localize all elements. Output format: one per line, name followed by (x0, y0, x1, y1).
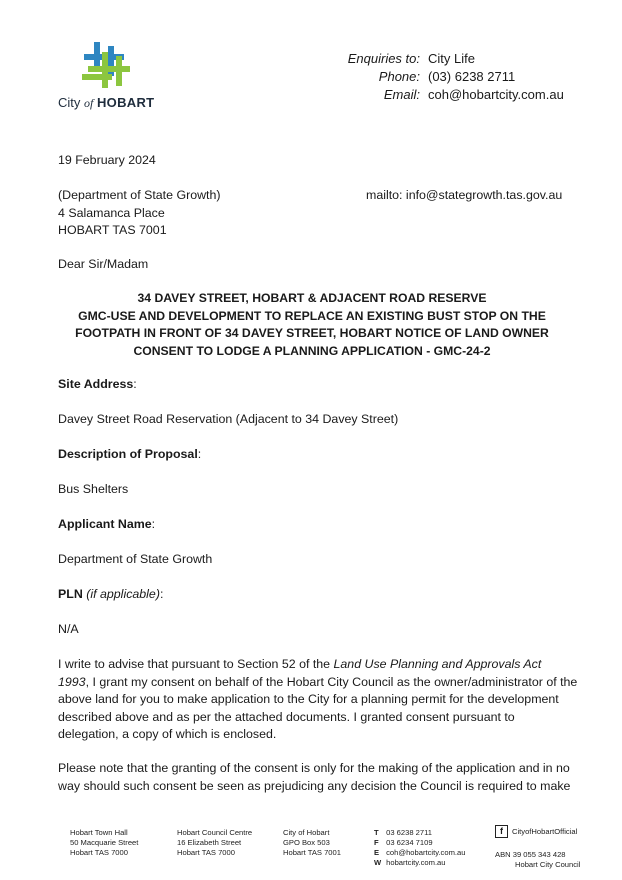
footer-contact-row (374, 848, 465, 858)
paragraph-line: delegation, a copy of which is enclosed. (58, 727, 277, 741)
abn-number: ABN 39 055 343 428 (495, 850, 566, 859)
salutation: Dear Sir/Madam (58, 257, 149, 271)
note-paragraph (58, 760, 571, 795)
footer-abn (495, 850, 580, 870)
paragraph-line: above land for you to make application to the City for a planning permit for the development (58, 692, 559, 706)
council-name: Hobart City Council (515, 860, 581, 869)
applicant-label-text: Applicant Name (58, 517, 152, 531)
recipient-line: HOBART TAS 7001 (58, 223, 167, 237)
contact-key: E (374, 848, 380, 857)
colon: : (159, 587, 164, 601)
enquiries-label: Enquiries to: (347, 51, 420, 66)
enquiries-contact: City Life (428, 51, 475, 66)
recipient-mailto[interactable]: mailto: info@stategrowth.tas.gov.au (366, 188, 563, 202)
description-label-text: Description of Proposal (58, 447, 198, 461)
pln-label (58, 586, 163, 604)
applicant-label (58, 516, 155, 534)
logo-wordmark (58, 95, 154, 111)
site-address-value: Davey Street Road Reservation (Adjacent to 34 Davey Street) (58, 412, 399, 426)
description-value: Bus Shelters (58, 482, 129, 496)
heading-line: GMC-USE AND DEVELOPMENT TO REPLACE AN EXISTING BUST STOP ON THE (78, 308, 546, 323)
pln-value: N/A (58, 622, 79, 636)
p1-act-title: Land Use Planning and Approvals Act (333, 657, 542, 671)
paragraph-line: Please note that the granting of the consent is only for the making of the application and in no (58, 761, 570, 775)
logo-hobart: HOBART (96, 95, 155, 110)
footer-contact-row (374, 858, 465, 868)
facebook-handle[interactable]: CityofHobartOfficial (512, 827, 578, 836)
footer-line: Hobart TAS 7000 (177, 848, 235, 857)
site-address-label-text: Site Address (58, 377, 134, 391)
footer-line: 50 Macquarie Street (70, 838, 139, 847)
letter-date: 19 February 2024 (58, 153, 156, 167)
heading-line: CONSENT TO LODGE A PLANNING APPLICATION - GMC-24-2 (133, 343, 491, 358)
enquiries-values (428, 50, 564, 104)
logo-city: City (58, 95, 81, 110)
footer-line: Hobart TAS 7000 (70, 848, 128, 857)
contact-website[interactable]: hobartcity.com.au (386, 858, 446, 867)
footer-postal (283, 828, 341, 858)
consent-paragraph (58, 656, 578, 744)
letter-heading (58, 290, 566, 360)
footer-line: Hobart Council Centre (177, 828, 253, 837)
pln-note: (if applicable) (86, 587, 160, 601)
city-of-hobart-logo-icon (80, 42, 136, 90)
contact-key: T (374, 828, 379, 837)
contact-key: W (374, 858, 382, 867)
footer-line: 16 Elizabeth Street (177, 838, 242, 847)
colon: : (133, 377, 137, 391)
contact-key: F (374, 838, 379, 847)
phone-value: (03) 6238 2711 (428, 69, 516, 84)
paragraph-line: way should such consent be seen as prejudicing any decision the Council is required to make (58, 778, 571, 793)
footer-council-centre (177, 828, 252, 858)
applicant-value: Department of State Growth (58, 552, 213, 566)
recipient-line: (Department of State Growth) (58, 188, 221, 202)
recipient-line: 4 Salamanca Place (58, 205, 165, 220)
email-value[interactable]: coh@hobartcity.com.au (428, 87, 564, 102)
footer-line: GPO Box 503 (283, 838, 330, 847)
paragraph-line (58, 656, 568, 674)
enquiries-labels (300, 50, 420, 110)
p1-l2-post: , I grant my consent on behalf of the Hobart City Council as the owner/administrator of the (85, 674, 578, 689)
footer-contact-row (374, 838, 465, 848)
description-label (58, 446, 201, 464)
contact-fax: 03 6234 7109 (386, 838, 433, 847)
colon: : (151, 517, 156, 531)
paragraph-line (58, 674, 578, 692)
footer-town-hall (70, 828, 138, 858)
paragraph-line: described above and as per the attached documents. I granted consent pursuant to (58, 709, 515, 724)
footer-line: Hobart Town Hall (70, 828, 128, 837)
facebook-icon: f (495, 825, 508, 838)
contact-phone: 03 6238 2711 (386, 828, 433, 837)
recipient-address (58, 187, 221, 240)
footer-line: City of Hobart (283, 828, 330, 837)
footer-contact-row (374, 828, 465, 838)
p1-l1-pre: I write to advise that pursuant to Section 52 of the (58, 657, 334, 671)
colon: : (197, 447, 202, 461)
logo-of: of (84, 96, 94, 110)
contact-email[interactable]: coh@hobartcity.com.au (386, 848, 466, 857)
p1-act-year: 1993 (58, 674, 86, 689)
heading-line: FOOTPATH IN FRONT OF 34 DAVEY STREET, HOBART NOTICE OF LAND OWNER (75, 326, 549, 340)
footer-contacts (374, 828, 465, 868)
footer-line: Hobart TAS 7001 (283, 848, 341, 857)
email-label: Email: (383, 87, 420, 102)
pln-label-text: PLN (58, 587, 83, 601)
heading-line: 34 DAVEY STREET, HOBART & ADJACENT ROAD RESERVE (137, 291, 487, 305)
phone-label: Phone: (378, 69, 420, 84)
site-address-label (58, 376, 137, 394)
